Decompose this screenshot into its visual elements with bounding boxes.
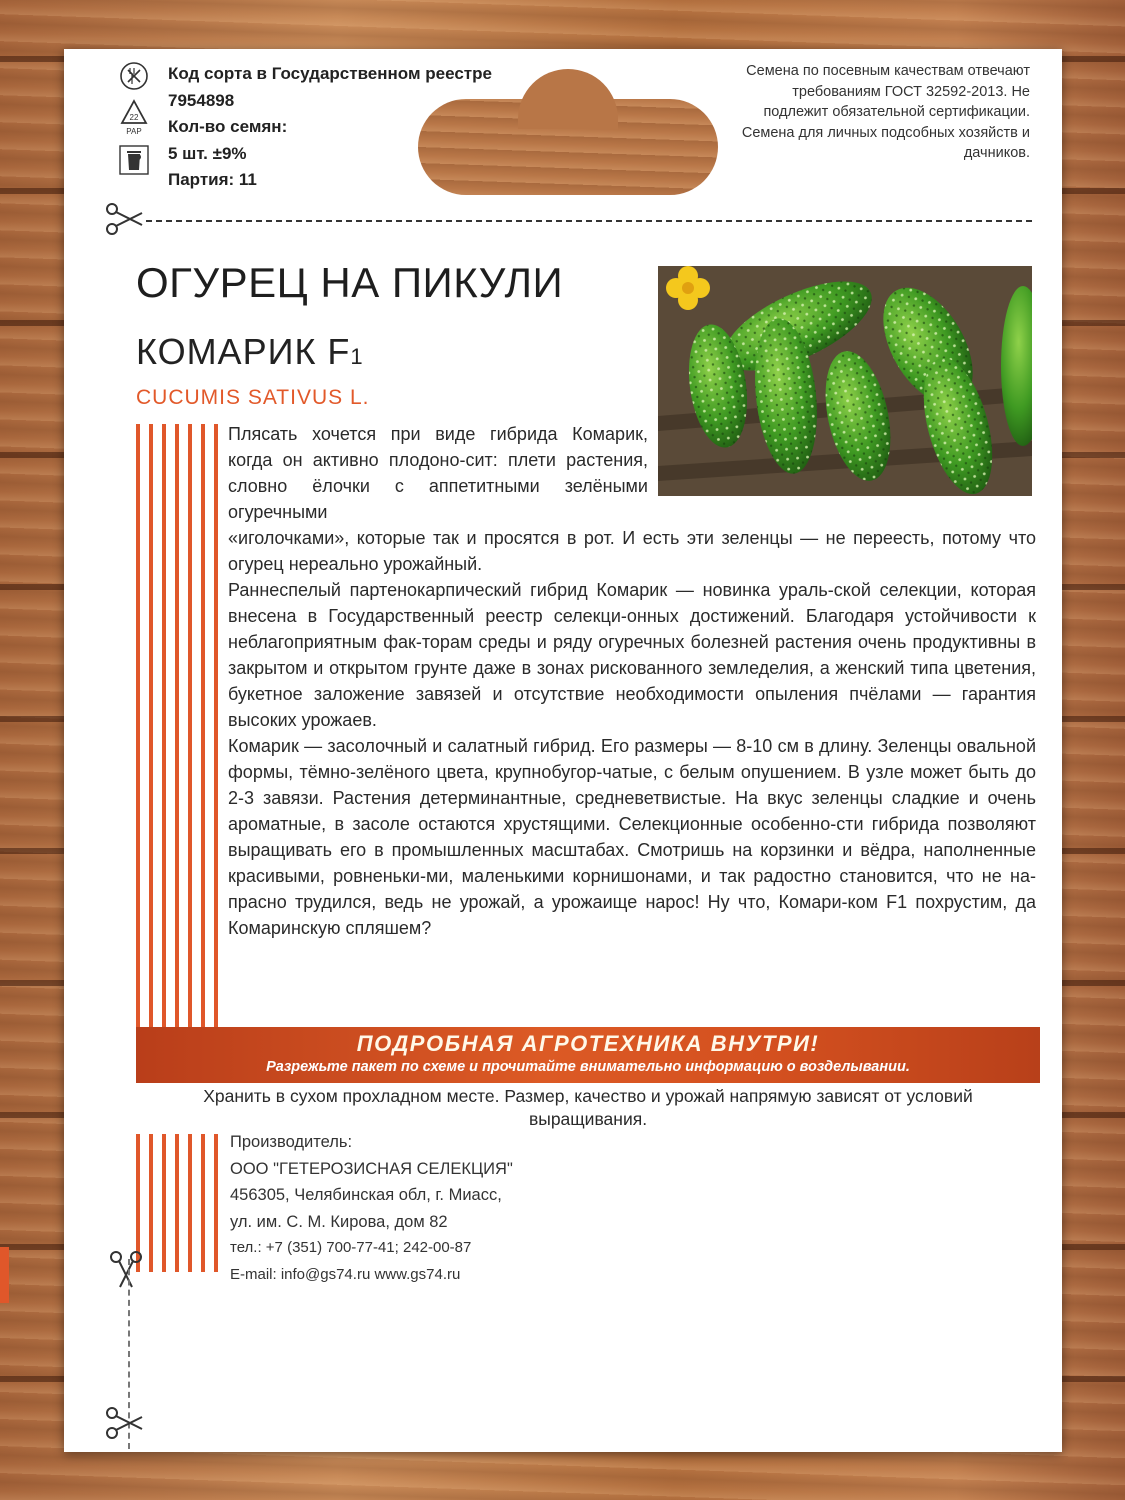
manufacturer-address-1: 456305, Челябинская обл, г. Миасс,	[230, 1186, 502, 1204]
variety-code: Код сорта в Государственном реестре 7954898	[168, 64, 492, 110]
description-paragraph-2: Раннеспелый партенокарпический гибрид Комарик — новинка ураль-ской селекции, которая внесена в Государственный реестр селекци-онных достижений. Благодаря устойчивости к неблагоприятным фак-торам среды и ряду огуречных болезней растения очень продуктивны в закрытом и открытом грунте даже в зонах рискованного земледелия, а женский типа цветения, букетное заложение завязей и отсутствие необходимости опыления пчёлами — гарантия высоких урожаев.	[228, 580, 1036, 730]
scissors-icon	[104, 199, 144, 239]
seed-info-block	[168, 61, 498, 194]
description-paragraph-1b: «иголочками», которые так и просятся в рот. И есть эти зеленцы — не переесть, потому что огурец нереально урожайный.	[228, 528, 1036, 574]
seed-packet	[64, 49, 1062, 1452]
latin-name: CUCUMIS SATIVUS L.	[136, 386, 370, 409]
manufacturer-block	[230, 1129, 750, 1288]
manufacturer-email: E-mail: info@gs74.ru www.gs74.ru	[230, 1265, 461, 1283]
banner-subtitle: Разрежьте пакет по схеме и прочитайте внимательно информацию о возделывании.	[266, 1059, 910, 1075]
agrotechnics-banner	[136, 1027, 1040, 1083]
no-food-contact-icon	[119, 61, 149, 91]
product-title: ОГУРЕЦ НА ПИКУЛИ	[136, 259, 564, 306]
decorative-stripes-top	[136, 424, 222, 1042]
manufacturer-label: Производитель:	[230, 1133, 353, 1151]
description-paragraph-1a: Плясать хочется при виде гибрида Комарик, когда он активно плодоно-сит: плети растения, словно ёлочки с аппетитными зелёными огуречными	[228, 424, 648, 522]
banner-title: ПОДРОБНАЯ АГРОТЕХНИКА ВНУТРИ!	[356, 1031, 820, 1056]
cut-line-top	[146, 220, 1032, 222]
scissors-icon	[106, 1249, 146, 1289]
scissors-icon	[104, 1403, 144, 1443]
decorative-stripes-bottom	[136, 1134, 222, 1272]
description	[228, 421, 1036, 941]
batch-number: Партия: 11	[168, 170, 257, 189]
packet-edge-mark	[0, 1247, 9, 1303]
description-paragraph-3: Комарик — засолочный и салатный гибрид. Его размеры — 8-10 см в длину. Зеленцы овальной формы, тёмно-зелёного цвета, крупнобугор-чатые, с белым опушением. В узле может быть до 2-3 завязи. Растения детерминантные, средневетвистые. На вкус зеленцы сладкие и очень ароматные, в засоле остаются хрустящими. Селекционные особенно-сти гибрида позволяют выращивать его в промышленных масштабах. Смотришь на корзинки и вёдра, наполненные красивыми, ровненьки-ми, маленькими корнишонами, и так радостно становится, что не на-прасно трудился, ведь не урожай, а урожаище нарос! Ну что, Комари-ком F1 похрустим, да Комаринскую спляшем?	[228, 736, 1036, 938]
variety-suffix: 1	[350, 344, 364, 369]
recycle-label: PAP	[126, 127, 142, 136]
manufacturer-name: ООО "ГЕТЕРОЗИСНАЯ СЕЛЕКЦИЯ"	[230, 1159, 513, 1178]
variety-name-text: КОМАРИК F	[136, 331, 351, 372]
storage-note: Хранить в сухом прохладном месте. Размер, качество и урожай напрямую зависят от условий выращивания.	[203, 1086, 973, 1129]
trash-bin-icon	[119, 145, 149, 175]
variety-name	[136, 331, 364, 373]
manufacturer-address-2: ул. им. С. М. Кирова, дом 82	[230, 1212, 448, 1231]
certification-note: Семена по посевным качествам отвечают требованиям ГОСТ 32592-2013. Не подлежит обязательной сертификации. Семена для личных подсобных хозяйств и дачников.	[741, 63, 1030, 161]
manufacturer-phone: тел.: +7 (351) 700-77-41; 242-00-87	[230, 1239, 472, 1256]
seed-count: 5 шт. ±9%	[168, 143, 247, 163]
packaging-icons	[119, 61, 159, 183]
recycle-icon	[119, 99, 149, 137]
recycle-code: 22	[129, 113, 139, 122]
seed-count-label: Кол-во семян:	[168, 117, 288, 136]
